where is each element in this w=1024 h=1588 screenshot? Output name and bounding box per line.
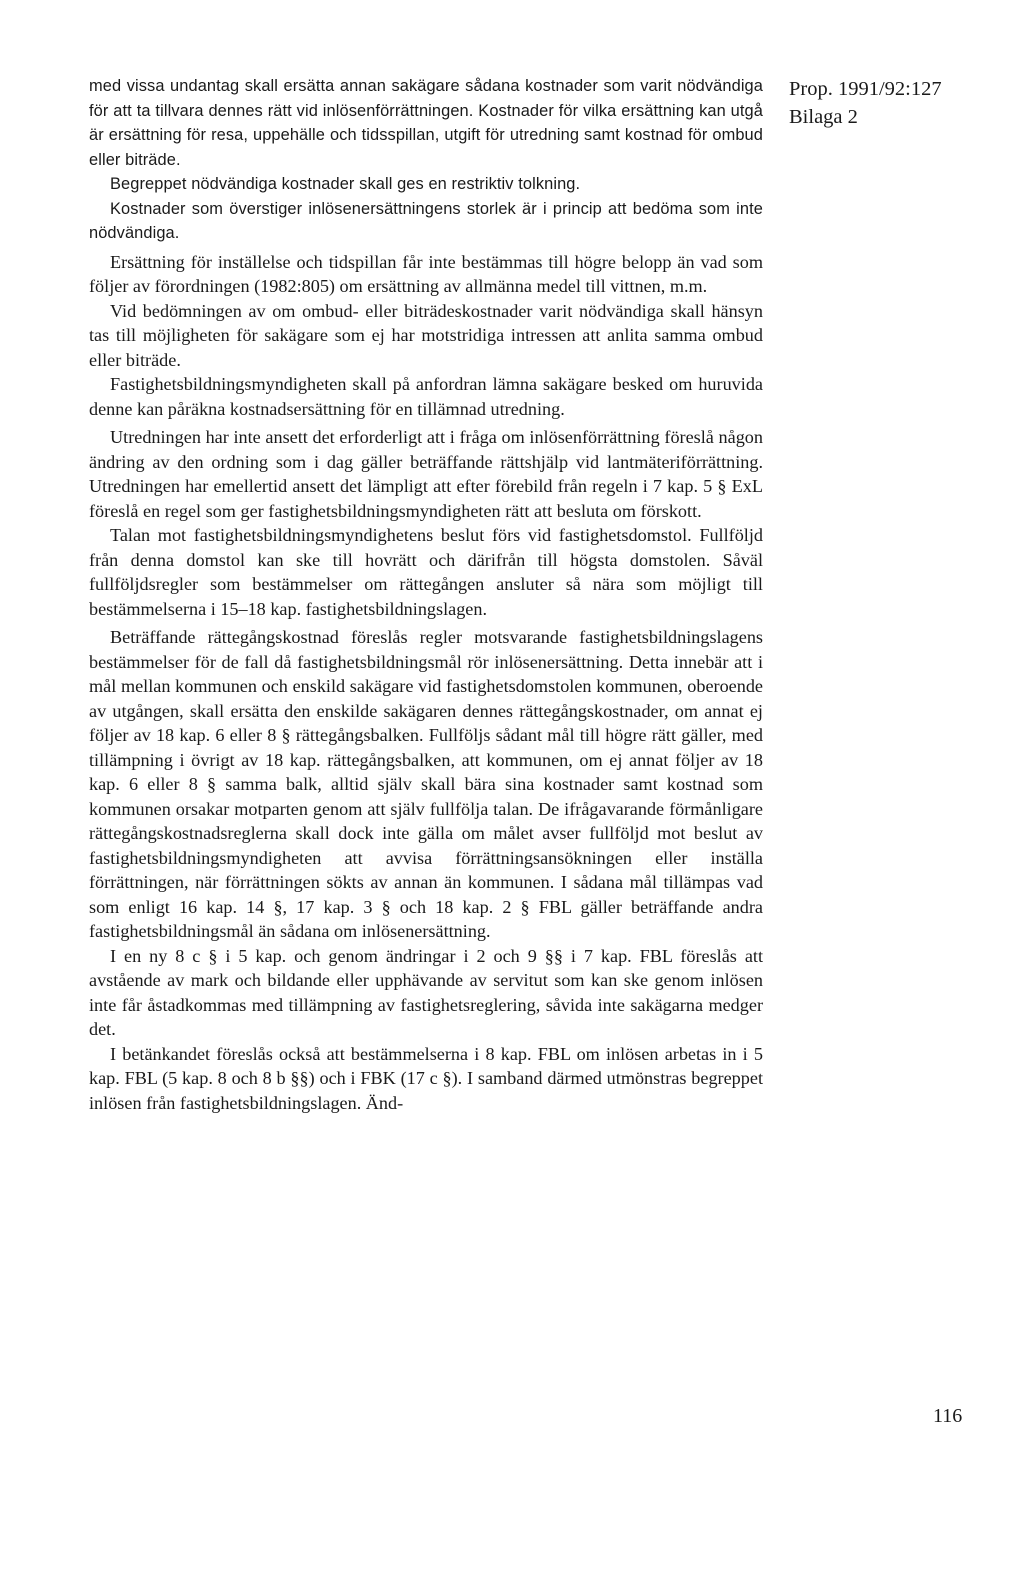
- paragraph: Vid bedömningen av om ombud- eller biträdeskostnader varit nödvändiga skall hänsyn tas till möjligheten för sakägare som ej har motstridiga intressen att anlita samma ombud eller biträde.: [89, 300, 763, 370]
- paragraph: Kostnader som överstiger inlösenersättningens storlek är i princip att bedöma som inte nödvändiga.: [89, 199, 763, 242]
- paragraph: med vissa undantag skall ersätta annan sakägare sådana kostnader som varit nödvändiga för att ta tillvara dennes rätt vid inlösenförrättningen. Kostnader för vilka ersättning kan utgå är ersättning för resa, uppehälle och tidsspillan, utgift för utredning samt kostnad för ombud eller biträde.: [89, 77, 763, 169]
- margin-reference: [789, 75, 942, 131]
- paragraph: Talan mot fastighetsbildningsmyndighetens beslut förs vid fastighetsdomstol. Fullföljd från denna domstol kan ske till hovrätt och därifrån till högsta domstolen. Såväl fullföljdsregler som bestämmelser om rättegången ansluter så nära som möjligt till bestämmelserna i 15–18 kap. fastighetsbildningslagen.: [89, 525, 763, 619]
- paragraph: Utredningen har inte ansett det erforderligt att i fråga om inlösenförrättning föreslå någon ändring av den ordning som i dag gäller beträffande rättshjälp vid lantmäteriförrättning. Utredningen har emellertid ansett det lämpligt att efter förebild från regeln i 7 kap. 5 § ExL föreslå en regel som ger fastighetsbildningsmyndigheten rätt att besluta om förskott.: [89, 427, 763, 521]
- paragraph: Begreppet nödvändiga kostnader skall ges en restriktiv tolkning.: [110, 175, 581, 193]
- paragraph: Beträffande rättegångskostnad föreslås regler motsvarande fastighetsbildningslagens bestämmelser för de fall då fastighetsbildningsmål rör inlösenersättning. Detta innebär att i mål mellan kommunen och enskild sakägare vid fastighetsdomstolen kommunen, oberoende av utgången, skall ersätta den enskilde sakägaren dennes rättegångskostnader, om annat ej följer av 18 kap. 6 eller 8 § rättegångsbalken. Fullföljs sådant mål till högre rätt gäller, med tillämpning i övrigt av 18 kap. rättegångsbalken, att kommunen, om ej annat följer av 18 kap. 6 eller 8 § samma balk, alltid själv skall bära sina kostnader samt kostnad som kommunen orsakar motparten genom att själv fullfölja talan. De ifrågavarande förmånligare rättegångskostnadsreglerna skall dock inte gälla om målet avser fullföljd mot beslut av fastighetsbildningsmyndigheten att avvisa förrättningsansökningen eller inställa förrättningen, när förrättningen sökts av annan än kommunen. I sådana mål tillämpas vad som enligt 16 kap. 14 §, 17 kap. 3 § och 18 kap. 2 § FBL gäller beträffande andra fastighetsbildningsmål än sådana om inlösenersättning.: [89, 627, 763, 941]
- paragraph: Fastighetsbildningsmyndigheten skall på anfordran lämna sakägare besked om huruvida denne kan påräkna kostnadsersättning för en tillämnad utredning.: [89, 374, 763, 419]
- bilaga-label: Bilaga 2: [789, 106, 858, 128]
- paragraph: Ersättning för inställelse och tidspillan får inte bestämmas till högre belopp än vad som följer av förordningen (1982:805) om ersättning av allmänna medel till vittnen, m.m.: [89, 251, 763, 296]
- prop-reference: Prop. 1991/92:127: [789, 78, 942, 100]
- page-number: 116: [933, 1405, 963, 1427]
- paragraph: I en ny 8 c § i 5 kap. och genom ändringar i 2 och 9 §§ i 7 kap. FBL föreslås att avstående av mark och bildande eller upphävande av servitut som kan ske genom inlösen inte får åstadkommas med tillämpning av fastighetsreglering, såvida inte sakägarna medger det.: [89, 945, 763, 1039]
- body-text: [89, 74, 763, 1115]
- paragraph: I betänkandet föreslås också att bestämmelserna i 8 kap. FBL om inlösen arbetas in i 5 kap. FBL (5 kap. 8 och 8 b §§) och i FBK (17 c §). I samband därmed utmönstras begreppet inlösen från fastighetsbildningslagen. Änd-: [89, 1043, 763, 1113]
